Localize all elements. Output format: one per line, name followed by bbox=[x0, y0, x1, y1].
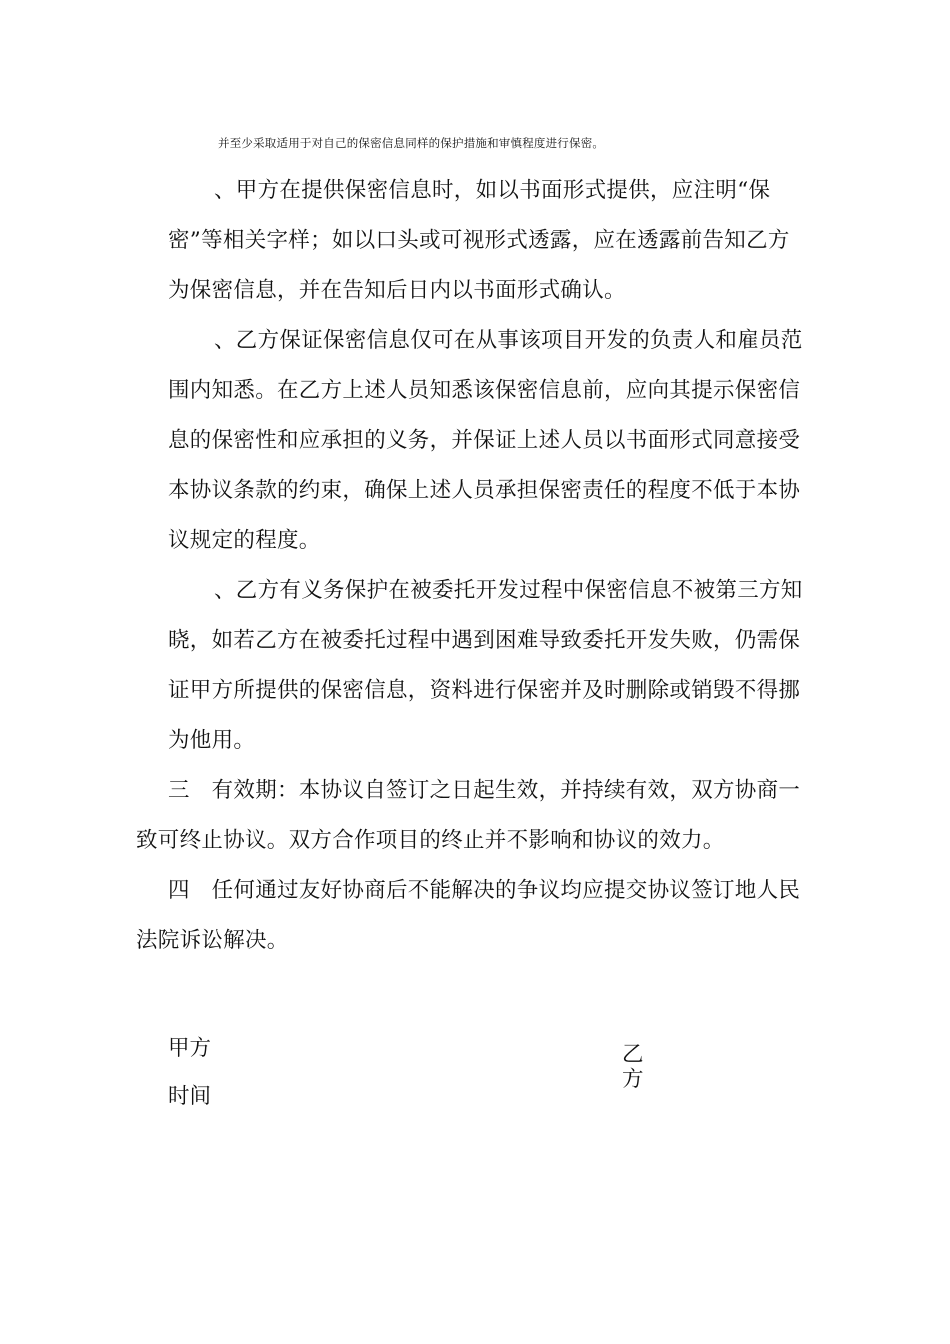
clause-2-line-5: 议规定的程度。 bbox=[168, 528, 321, 553]
clause-1-line-2: 密”等相关字样；如以口头或可视形式透露，应在透露前告知乙方 bbox=[168, 228, 790, 253]
party-a-label: 甲方 bbox=[168, 1036, 212, 1061]
section-three-line-2: 致可终止协议。双方合作项目的终止并不影响和协议的效力。 bbox=[136, 828, 725, 853]
clause-1-line-3: 为保密信息，并在告知后日内以书面形式确认。 bbox=[168, 278, 626, 303]
clause-2-line-4: 本协议条款的约束，确保上述人员承担保密责任的程度不低于本协 bbox=[168, 478, 801, 503]
section-four-line-1: 四 任何通过友好协商后不能解决的争议均应提交协议签订地人民 bbox=[168, 878, 801, 903]
party-b-label-line-2: 方 bbox=[622, 1067, 644, 1092]
clause-1-line-1: 、甲方在提供保密信息时，如以书面形式提供，应注明“保 bbox=[214, 178, 771, 203]
clause-2-line-1: 、乙方保证保密信息仅可在从事该项目开发的负责人和雇员范 bbox=[214, 328, 803, 353]
clause-3-line-2: 晓，如若乙方在被委托过程中遇到困难导致委托开发失败，仍需保 bbox=[168, 628, 801, 653]
clause-3-line-1: 、乙方有义务保护在被委托开发过程中保密信息不被第三方知 bbox=[214, 578, 803, 603]
clause-2-line-2: 围内知悉。在乙方上述人员知悉该保密信息前，应向其提示保密信 bbox=[168, 378, 801, 403]
top-note: 并至少采取适用于对自己的保密信息同样的保护措施和审慎程度进行保密。 bbox=[218, 136, 605, 150]
party-b-label-line-1: 乙 bbox=[622, 1042, 644, 1067]
section-four-line-2: 法院诉讼解决。 bbox=[136, 928, 289, 953]
clause-2-line-3: 息的保密性和应承担的义务，并保证上述人员以书面形式同意接受 bbox=[168, 428, 801, 453]
section-three-line-1: 三 有效期：本协议自签订之日起生效，并持续有效，双方协商一 bbox=[168, 778, 801, 803]
time-label: 时间 bbox=[168, 1084, 212, 1109]
clause-3-line-3: 证甲方所提供的保密信息，资料进行保密并及时删除或销毁不得挪 bbox=[168, 678, 801, 703]
clause-3-line-4: 为他用。 bbox=[168, 728, 256, 753]
